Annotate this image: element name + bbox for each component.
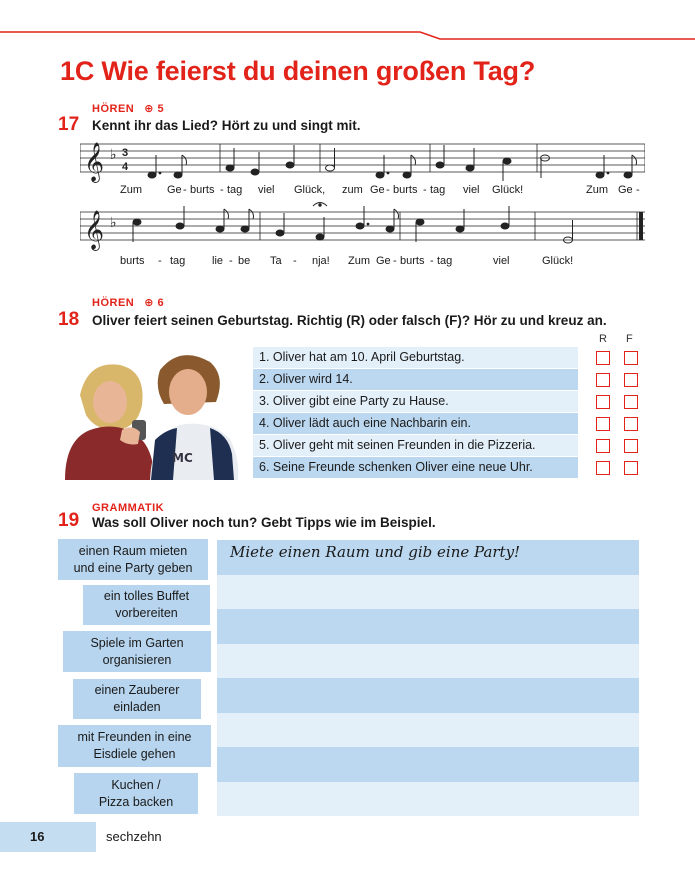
svg-text:♭: ♭ (110, 215, 117, 231)
checkbox-f-4[interactable] (624, 417, 638, 431)
svg-text:4: 4 (122, 161, 129, 173)
ex18-number: 18 (58, 309, 80, 330)
checkbox-f-3[interactable] (624, 395, 638, 409)
checkbox-r-5[interactable] (596, 439, 610, 453)
audio-track-icon: ⊕ 5 (144, 103, 165, 115)
checkbox-f-5[interactable] (624, 439, 638, 453)
page-number-word: sechzehn (106, 829, 162, 844)
svg-text:♭: ♭ (110, 147, 117, 163)
audio-track-icon: ⊕ 6 (144, 297, 165, 309)
svg-text:𝄞: 𝄞 (84, 142, 105, 182)
ex17-skill-label: HÖREN ⊕ 5 (92, 103, 165, 115)
checkbox-f-1[interactable] (624, 351, 638, 365)
statement-item: 3. Oliver gibt eine Party zu Hause. (253, 391, 578, 413)
ex17-instruction: Kennt ihr das Lied? Hört zu und singt mit. (92, 118, 361, 133)
checkbox-r-3[interactable] (596, 395, 610, 409)
tip-card: einen Raum mieten und eine Party geben (58, 539, 208, 580)
statement-item: 2. Oliver wird 14. (253, 369, 578, 391)
ex19-instruction: Was soll Oliver noch tun? Gebt Tipps wie im Beispiel. (92, 515, 436, 530)
svg-text:𝄞: 𝄞 (84, 210, 105, 250)
ex17-number: 17 (58, 114, 80, 135)
header-rule (0, 30, 695, 44)
checkbox-r-2[interactable] (596, 373, 610, 387)
photo-two-teenagers (60, 340, 246, 480)
page-title: 1C Wie feierst du deinen großen Tag? (60, 56, 536, 86)
checkbox-f-2[interactable] (624, 373, 638, 387)
tip-card: mit Freunden in eine Eisdiele gehen (58, 725, 211, 767)
lyrics-line2: burts - tag lie - be Ta - nja! Zum Ge - burts - tag viel Glück! (120, 255, 574, 267)
checkbox-f-6[interactable] (624, 461, 638, 475)
footer-bar (0, 822, 96, 852)
column-header-richtig: R (599, 333, 607, 345)
answer-lines[interactable] (217, 540, 639, 816)
statement-list (253, 347, 578, 479)
column-header-falsch: F (626, 333, 633, 345)
lyrics-line1: Zum Ge - burts - tag viel Glück, zum Ge - burts - tag viel Glück! Zum Ge - (120, 184, 640, 196)
example-answer: Miete einen Raum und gib eine Party! (230, 543, 521, 561)
checkbox-r-4[interactable] (596, 417, 610, 431)
tip-card: Kuchen / Pizza backen (74, 773, 198, 814)
svg-text:3: 3 (122, 147, 129, 159)
ex19-skill-label: GRAMMATIK (92, 502, 165, 514)
ex19-number: 19 (58, 510, 80, 531)
statement-item: 6. Seine Freunde schenken Oliver eine neue Uhr. (253, 457, 578, 479)
checkbox-r-1[interactable] (596, 351, 610, 365)
ex18-skill-label: HÖREN ⊕ 6 (92, 297, 165, 309)
svg-text:MC: MC (172, 451, 193, 465)
tip-card: ein tolles Buffet vorbereiten (83, 585, 210, 625)
tip-card: Spiele im Garten organisieren (63, 631, 211, 672)
statement-item: 5. Oliver geht mit seinen Freunden in die Pizzeria. (253, 435, 578, 457)
ex18-instruction: Oliver feiert seinen Geburtstag. Richtig (R) oder falsch (F)? Hör zu und kreuz an. (92, 313, 607, 328)
music-staff-line2 (80, 200, 645, 260)
checkbox-r-6[interactable] (596, 461, 610, 475)
statement-item: 4. Oliver lädt auch eine Nachbarin ein. (253, 413, 578, 435)
page-number: 16 (30, 829, 45, 844)
tip-card: einen Zauberer einladen (73, 679, 201, 719)
statement-item: 1. Oliver hat am 10. April Geburtstag. (253, 347, 578, 369)
